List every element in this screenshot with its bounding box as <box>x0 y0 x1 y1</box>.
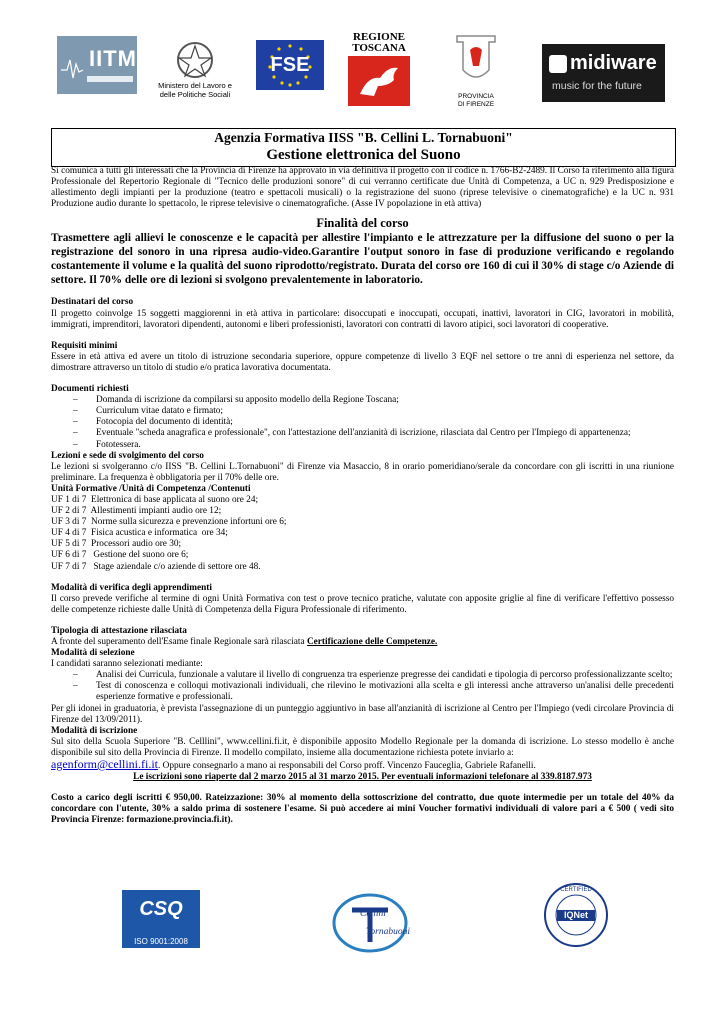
emblem-icon <box>175 40 215 80</box>
list-item: – Eventuale "scheda anagrafica e professionale", con l'attestazione dell'anzianità di iscrizione, rilasciata dal Centro per l'Impiego di appartenenza; <box>51 428 674 439</box>
list-item: – Curriculum vitae datato e firmato; <box>51 406 674 417</box>
iqnet-logo <box>543 882 609 948</box>
midiware-mark-icon <box>549 55 567 73</box>
documenti-list <box>51 395 674 450</box>
lezioni-heading: Lezioni e sede di svolgimento del corso <box>51 450 204 461</box>
header-logos <box>0 28 724 108</box>
list-item: – Domanda di iscrizione da compilarsi su apposito modello della Regione Toscana; <box>51 395 674 406</box>
unita-list <box>51 495 674 573</box>
iitm-logo <box>57 36 137 94</box>
cellini-line-2: Tornabuoni <box>366 927 410 937</box>
provincia-line-1: PROVINCIA <box>458 93 494 100</box>
uf-row: UF 3 di 7 Norme sulla sicurezza e prevenzione infortuni ore 6; <box>51 517 287 528</box>
title-box <box>51 128 676 167</box>
uf-row: UF 1 di 7 Elettronica di base applicata al suono ore 24; <box>51 494 259 505</box>
list-item: – Test di conoscenza e colloqui motivazionali individuali, che rilevino le motivazioni alla scelta e gli interessi anche attraverso un'analisi delle precedenti esperienze formative e professionali. <box>51 681 674 703</box>
footer-logos <box>0 880 724 960</box>
selezione-heading: Modalità di selezione <box>51 648 135 659</box>
lezioni-text: Le lezioni si svolgeranno c/o IISS "B. Cellini L.Tornabuoni" di Firenze via Masaccio, 8 in orario pomeridiano/serale da concordare con gli iscritti in una riunione preliminare. La frequenza è obbligatoria per il 70% delle ore. <box>51 461 674 483</box>
regione-line-1: REGIONE <box>353 31 405 43</box>
iscrizione-text: Sul sito della Scuola Superiore "B. Celllini", www.cellini.fi.it, è disponibile apposito Modello Regionale per la domanda di iscrizione. Lo stesso modello è anche disponibile sul sito della Provincia di Firenze. Il modello compilato, insieme alla documentazione richiesta potete inviarlo a: <box>51 736 674 758</box>
document-body <box>51 166 674 827</box>
provincia-firenze-logo <box>443 32 509 110</box>
course-title: Gestione elettronica del Suono <box>266 147 461 163</box>
certificazione-label: Certificazione delle Competenze. <box>306 637 438 647</box>
crest-icon <box>443 32 509 88</box>
deadline-text: Le iscrizioni sono riaperte dal 2 marzo 2015 al 31 marzo 2015. Per eventuali informazioni telefonare al 339.8187.973 <box>133 772 592 783</box>
ministero-logo <box>150 40 240 100</box>
uf-row: UF 7 di 7 Stage aziendale c/o aziende di settore ore 48. <box>51 561 261 572</box>
finalita-heading: Finalità del corso <box>316 216 409 231</box>
iitm-text: IITM <box>89 46 137 71</box>
certified-text: CERTIFIED <box>560 887 592 893</box>
uf-row: UF 4 di 7 Fisica acustica e informatica ore 34; <box>51 528 228 539</box>
list-item: – Fototessera. <box>51 440 674 451</box>
midiware-text: midiware <box>570 52 657 74</box>
selezione-after: Per gli idonei in graduatoria, è prevista l'assegnazione di un punteggio aggiuntivo in base all'anzianità di iscrizione al Centro per l'Impiego (vedi circolare Provincia di Firenze del 13/09/2011). <box>51 703 674 725</box>
fse-text: FSE <box>270 54 310 76</box>
intro-paragraph: Si comunica a tutti gli interessati che la Provincia di Firenze ha approvato in via definitiva il progetto con il codice n. 1766-B2-2489. Il Corso fa riferimento alla figura Professionale del Repertorio Regionale di "Tecnico delle produzioni sonore" di cui verranno certificate due Unità di Competenza, a UC n. 929 Predisposizione e allestimento degli impianti per la produzione (teatro e spettacoli musicali) o la registrazione del suono (riprese televisive o cinematografiche) e la UC n. 931 Produzione audio durante lo spettacolo, le riprese televisive o cinematografiche. (Asse IV popolazione in età attiva) <box>51 166 674 210</box>
selezione-list <box>51 670 674 703</box>
requisiti-heading: Requisiti minimi <box>51 340 118 351</box>
regione-toscana-logo <box>344 32 414 110</box>
list-item: – Fotocopia del documento di identità; <box>51 417 674 428</box>
agency-name: Agenzia Formativa IISS "B. Cellini L. Tornabuoni" <box>214 130 513 145</box>
cellini-tornabuoni-logo <box>330 890 410 956</box>
csq-logo <box>122 890 200 948</box>
finalita-text: Trasmettere agli allievi le conoscenze e le capacità per allestire l'impianto e le attrezzature per la diffusione del suono o per la registrazione del sonoro in una ripresa audio-video.Garantire l'output sonoro in fase di produzione verificando e regolando costantemente il volume e la qualità del suono riprodotto/registrato. Durata del corso ore 160 di cui il 30% di stage c/o Aziende di settore. Il 70% delle ore di lezioni si svolgono prevalentemente in laboratorio. <box>51 232 674 287</box>
iscrizione-email-line <box>51 759 674 772</box>
attestazione-line <box>51 637 674 648</box>
unita-heading: Unità Formative /Unità di Competenza /Contenuti <box>51 483 251 494</box>
ministero-line-2: delle Politiche Sociali <box>159 89 231 99</box>
uf-row: UF 5 di 7 Processori audio ore 30; <box>51 539 182 550</box>
uf-row: UF 2 di 7 Allestimenti impianti audio ore 12; <box>51 506 222 517</box>
attestazione-text: A fronte del superamento dell'Esame finale Regionale sarà rilasciata <box>51 637 307 647</box>
iqnet-text: IQNet <box>563 910 588 920</box>
selezione-intro: I candidati saranno selezionati mediante: <box>51 659 203 670</box>
email-after-text: . Oppure consegnarlo a mano ai responsabili del Corso proff. Vincenzo Fauceglia, Gabriele Rafanelli. <box>158 761 536 772</box>
pegasus-icon <box>348 56 410 106</box>
iso-text: ISO 9001:2008 <box>134 937 188 946</box>
verifica-heading: Modalità di verifica degli apprendimenti <box>51 582 212 593</box>
midiware-logo <box>542 44 665 102</box>
list-item: – Analisi dei Curricula, funzionale a valutare il livello di congruenza tra esperienze pregresse dei candidati e tipologia di percorso professionalizzante scelto; <box>51 670 674 681</box>
requisiti-text: Essere in età attiva ed avere un titolo di istruzione secondaria superiore, oppure competenze di livello 3 EQF nel settore o tre anni di esperienza nel settore, da dimostrare attraverso un titolo di studio e/o pratica lavorativa documentata. <box>51 351 674 373</box>
fse-logo <box>256 40 324 90</box>
documenti-heading: Documenti richiesti <box>51 384 129 395</box>
midiware-tagline: music for the future <box>552 80 642 92</box>
iscrizione-heading: Modalità di iscrizione <box>51 725 138 736</box>
uf-row: UF 6 di 7 Gestione del suono ore 6; <box>51 550 189 561</box>
destinatari-text: Il progetto coinvolge 15 soggetti maggiorenni in età attiva in particolare: disoccupati e inoccupati, occupati, inattivi, lavoratori in CIG, lavoratori in mobilità, immigrati, imprenditori, lavoratori dipendenti, autonomi e liberi professionisti, lavoratori con contratti di lavoro atipici, soci lavoratori di cooperative. <box>51 308 674 330</box>
email-link[interactable]: agenform@cellini.fi.it <box>51 757 159 772</box>
csq-text: CSQ <box>139 898 183 920</box>
attestazione-heading: Tipologia di attestazione rilasciata <box>51 625 187 636</box>
regione-line-2: TOSCANA <box>352 42 406 54</box>
verifica-text: Il corso prevede verifiche al termine di ogni Unità Formativa con test o prove tecnico pratiche, valutate con apposite griglie al fine di verificare l'effettivo possesso delle competenze richieste dalle Unità di Competenza della Figura Professionale di riferimento. <box>51 593 674 615</box>
ministero-line-1: Ministero del Lavoro e <box>158 81 232 90</box>
costo-text: Costo a carico degli iscritti € 950,00. Rateizzazione: 30% al momento della sottoscrizione del contratto, due quote intermedie per un totale del 40% da concordare con l'utente, 30% a saldo prima di sostenere l'esame. Si può accedere ai mini Voucher formativi individuali di valore pari a € 500 ( vedi sito Provincia Firenze: formazione.provincia.fi.it). <box>51 793 674 826</box>
cellini-line-1: Cellini <box>360 909 386 919</box>
destinatari-heading: Destinatari del corso <box>51 297 134 308</box>
provincia-line-2: DI FIRENZE <box>457 100 495 108</box>
